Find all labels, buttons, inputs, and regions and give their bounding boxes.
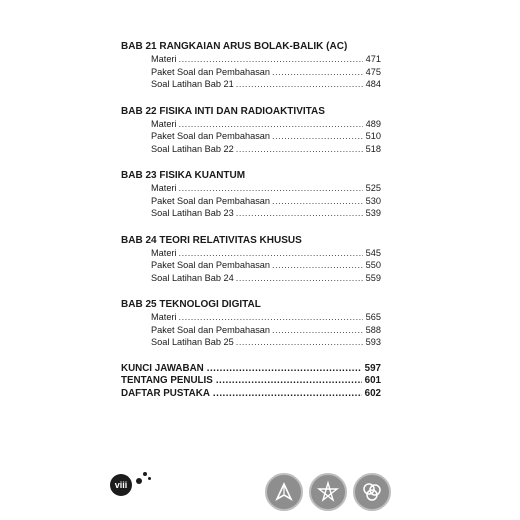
decorative-dot <box>148 477 151 480</box>
entry-label: Paket Soal dan Pembahasan <box>151 324 271 335</box>
chapter-22 <box>121 105 381 156</box>
entry-label: Soal Latihan Bab 23 <box>151 208 234 218</box>
entry-page: 510 <box>365 131 381 141</box>
circles-icon <box>353 473 391 511</box>
entry-page: 545 <box>365 247 381 258</box>
entry-page: 593 <box>365 337 381 347</box>
entry-page: 484 <box>365 79 381 89</box>
entry-label: DAFTAR PUSTAKA <box>121 387 210 399</box>
entry-label: Materi <box>151 183 177 193</box>
chapter-title: BAB 25 TEKNOLOGI DIGITAL <box>121 299 261 310</box>
entry-page: 550 <box>365 260 381 270</box>
entry-label: TENTANG PENULIS <box>121 375 213 386</box>
toc-entry <box>121 195 381 208</box>
entry-label: Materi <box>151 247 177 258</box>
entry-label: Soal Latihan Bab 25 <box>151 337 234 347</box>
toc-entry <box>121 130 381 143</box>
toc-entry <box>121 324 381 337</box>
chapter-title: BAB 21 RANGKAIAN ARUS BOLAK-BALIK (AC) <box>121 41 348 52</box>
entry-label: Soal Latihan Bab 24 <box>151 272 234 283</box>
decorative-dot <box>143 472 147 476</box>
circles-glyph <box>360 480 384 504</box>
entry-page: 559 <box>365 272 381 283</box>
back-matter-entry <box>121 363 381 376</box>
decorative-dot <box>136 478 142 484</box>
entry-label: Soal Latihan Bab 22 <box>151 143 234 154</box>
chapter-23 <box>121 169 381 220</box>
pentagram-glyph <box>316 480 340 504</box>
entry-page: 597 <box>364 362 381 374</box>
chapter-24 <box>121 234 381 285</box>
pen-nib-glyph <box>272 480 296 504</box>
toc-entry <box>121 311 381 324</box>
toc-entry <box>121 336 381 349</box>
chapter-title: BAB 22 FISIKA INTI DAN RADIOAKTIVITAS <box>121 105 325 117</box>
entry-label: Materi <box>151 118 177 129</box>
toc-entry <box>121 143 381 156</box>
back-matter <box>121 363 381 401</box>
entry-page: 530 <box>365 195 381 206</box>
toc-entry <box>121 182 381 195</box>
toc-entry <box>121 207 381 220</box>
pen-nib-icon <box>265 473 303 511</box>
entry-page: 601 <box>364 375 381 386</box>
toc-entry <box>121 53 381 66</box>
entry-label: Materi <box>151 54 177 64</box>
toc-entry <box>121 247 381 260</box>
entry-page: 565 <box>365 312 381 322</box>
table-of-contents <box>121 40 381 400</box>
entry-label: Paket Soal dan Pembahasan <box>151 195 271 206</box>
entry-label: Paket Soal dan Pembahasan <box>151 66 271 77</box>
chapter-title: BAB 23 FISIKA KUANTUM <box>121 170 246 181</box>
entry-label: Paket Soal dan Pembahasan <box>151 260 271 270</box>
back-matter-entry <box>121 375 381 388</box>
chapter-21 <box>121 40 381 91</box>
toc-entry <box>121 272 381 285</box>
entry-label: Soal Latihan Bab 21 <box>151 79 234 89</box>
entry-label: KUNCI JAWABAN <box>121 362 204 374</box>
toc-entry <box>121 259 381 272</box>
toc-entry <box>121 78 381 91</box>
entry-page: 489 <box>365 118 381 129</box>
entry-page: 539 <box>365 208 381 218</box>
pentagram-icon <box>309 473 347 511</box>
entry-label: Paket Soal dan Pembahasan <box>151 131 271 141</box>
toc-entry <box>121 118 381 131</box>
toc-entry <box>121 66 381 79</box>
entry-page: 471 <box>365 54 381 64</box>
entry-page: 588 <box>365 324 381 335</box>
page-number-badge: viii <box>110 474 132 496</box>
entry-page: 525 <box>365 183 381 193</box>
entry-label: Materi <box>151 312 177 322</box>
entry-page: 518 <box>365 143 381 154</box>
entry-page: 475 <box>365 66 381 77</box>
chapter-title: BAB 24 TEORI RELATIVITAS KHUSUS <box>121 234 302 246</box>
chapter-25 <box>121 298 381 349</box>
entry-page: 602 <box>364 387 381 399</box>
back-matter-entry <box>121 388 381 401</box>
